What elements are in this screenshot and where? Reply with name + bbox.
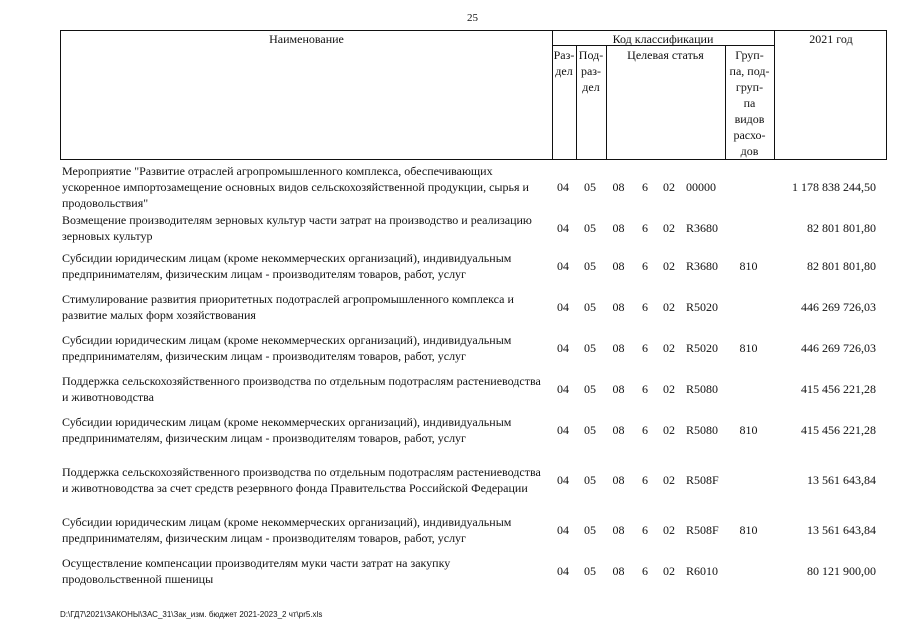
cell-target-1: 08 [612, 473, 625, 487]
cell-amount: 80 121 900,00 [807, 564, 876, 578]
cell-group: 810 [739, 341, 758, 355]
table-row [60, 211, 887, 245]
cell-podrazdel: 05 [584, 423, 596, 437]
cell-target-4: R5080 [686, 423, 719, 437]
row-name: Субсидии юридическим лицам (кроме некоммерческих организаций), индивидуальным предпринимателям, физическим лицам - производителям товаров, работ, услуг [62, 415, 512, 445]
cell-target-3: 02 [663, 300, 675, 314]
cell-target-1: 08 [612, 180, 625, 194]
header-podrazdel: Под- раз- дел [578, 48, 604, 94]
cell-target-1: 08 [612, 523, 625, 537]
cell-razdel: 04 [557, 523, 569, 537]
cell-target-4: R3680 [686, 259, 719, 273]
header-group: Груп- па, под- груп- па видов расхо- дов [729, 48, 770, 158]
table-row [60, 327, 887, 369]
cell-podrazdel: 05 [584, 341, 596, 355]
cell-podrazdel: 05 [584, 180, 596, 194]
row-name: Субсидии юридическим лицам (кроме некоммерческих организаций), индивидуальным предпринимателям, физическим лицам - производителям товаров, работ, услуг [62, 251, 512, 281]
header-razdel: Раз- дел [553, 48, 575, 78]
row-name: Поддержка сельскохозяйственного производства по отдельным подотраслям растениеводства и животноводства за счет средств резервного фонда Правительства Российской Федерации [62, 465, 541, 495]
file-path-footer: D:\ГД7\2021\ЗАКОНЫ\ЗАС_31\Зак_изм. бюджет 2021-2023_2 чт\pr5.xls [60, 610, 323, 619]
cell-target-3: 02 [663, 341, 675, 355]
cell-target-4: R508F [686, 473, 719, 487]
cell-podrazdel: 05 [584, 221, 596, 235]
cell-target-1: 08 [612, 300, 625, 314]
cell-target-1: 08 [612, 423, 625, 437]
cell-razdel: 04 [557, 221, 569, 235]
cell-amount: 82 801 801,80 [807, 259, 876, 273]
cell-target-3: 02 [663, 523, 675, 537]
cell-target-4: R6010 [686, 564, 719, 578]
cell-podrazdel: 05 [584, 259, 596, 273]
cell-target-4: R3680 [686, 221, 719, 235]
cell-target-3: 02 [663, 473, 675, 487]
cell-podrazdel: 05 [584, 564, 596, 578]
cell-target-2: 6 [642, 564, 648, 578]
cell-podrazdel: 05 [584, 382, 596, 396]
cell-target-2: 6 [642, 382, 648, 396]
cell-target-1: 08 [612, 382, 625, 396]
cell-razdel: 04 [557, 473, 569, 487]
row-name: Возмещение производителям зерновых культур части затрат на производство и реализацию зерновых культур [62, 213, 532, 243]
cell-razdel: 04 [557, 423, 569, 437]
cell-target-2: 6 [642, 221, 648, 235]
cell-target-3: 02 [663, 423, 675, 437]
row-name: Субсидии юридическим лицам (кроме некоммерческих организаций), индивидуальным предпринимателям, физическим лицам - производителям товаров, работ, услуг [62, 515, 512, 545]
cell-group: 810 [739, 259, 758, 273]
cell-group: 810 [739, 523, 758, 537]
cell-target-1: 08 [612, 564, 625, 578]
cell-amount: 13 561 643,84 [807, 473, 876, 487]
table-row [60, 551, 887, 591]
cell-razdel: 04 [557, 564, 569, 578]
cell-target-2: 6 [642, 180, 648, 194]
cell-target-4: R5080 [686, 382, 719, 396]
table-row [60, 369, 887, 409]
cell-amount: 13 561 643,84 [807, 523, 876, 537]
table-row [60, 409, 887, 451]
table-row [60, 451, 887, 509]
table-body [60, 163, 887, 591]
cell-razdel: 04 [557, 300, 569, 314]
cell-target-2: 6 [642, 300, 648, 314]
row-name: Мероприятие "Развитие отраслей агропромышленного комплекса, обеспечивающих ускоренное импортозамещение основных видов сельскохозяйственной продукции, сырья и продовольствия" [62, 164, 529, 210]
cell-podrazdel: 05 [584, 473, 596, 487]
cell-target-2: 6 [642, 259, 648, 273]
cell-amount: 446 269 726,03 [801, 300, 876, 314]
cell-target-3: 02 [663, 259, 675, 273]
cell-target-1: 08 [612, 341, 625, 355]
cell-target-4: R5020 [686, 300, 719, 314]
cell-target-3: 02 [663, 221, 675, 235]
cell-razdel: 04 [557, 180, 569, 194]
page-number: 25 [467, 12, 478, 24]
cell-target-2: 6 [642, 473, 648, 487]
cell-podrazdel: 05 [584, 523, 596, 537]
cell-amount: 82 801 801,80 [807, 221, 876, 235]
table-row [60, 509, 887, 551]
header-target: Целевая статья [627, 48, 704, 62]
cell-razdel: 04 [557, 382, 569, 396]
header-year: 2021 год [809, 32, 853, 46]
cell-amount: 1 178 838 244,50 [792, 180, 876, 194]
cell-group: 810 [739, 423, 758, 437]
cell-amount: 415 456 221,28 [801, 423, 876, 437]
table-header [60, 30, 887, 160]
cell-target-4: R508F [686, 523, 719, 537]
cell-target-1: 08 [612, 259, 625, 273]
cell-target-3: 02 [663, 180, 675, 194]
cell-target-3: 02 [663, 564, 675, 578]
row-name: Субсидии юридическим лицам (кроме некоммерческих организаций), индивидуальным предпринимателям, физическим лицам - производителям товаров, работ, услуг [62, 333, 512, 363]
cell-target-1: 08 [612, 221, 625, 235]
cell-target-4: R5020 [686, 341, 719, 355]
cell-amount: 415 456 221,28 [801, 382, 876, 396]
header-name: Наименование [269, 32, 344, 46]
row-name: Осуществление компенсации производителям муки части затрат на закупку продовольственной пшеницы [62, 556, 451, 586]
cell-razdel: 04 [557, 259, 569, 273]
table-row [60, 245, 887, 287]
cell-podrazdel: 05 [584, 300, 596, 314]
cell-target-3: 02 [663, 382, 675, 396]
cell-razdel: 04 [557, 341, 569, 355]
cell-amount: 446 269 726,03 [801, 341, 876, 355]
table-row [60, 287, 887, 327]
table-row [60, 163, 887, 211]
cell-target-2: 6 [642, 341, 648, 355]
row-name: Стимулирование развития приоритетных подотраслей агропромышленного комплекса и развитие малых форм хозяйствования [62, 292, 514, 322]
row-name: Поддержка сельскохозяйственного производства по отдельным подотраслям растениеводства и животноводства [62, 374, 541, 404]
header-code: Код классификации [612, 32, 714, 46]
divider [774, 31, 775, 159]
cell-target-4: 00000 [686, 180, 716, 194]
cell-target-2: 6 [642, 423, 648, 437]
cell-target-2: 6 [642, 523, 648, 537]
